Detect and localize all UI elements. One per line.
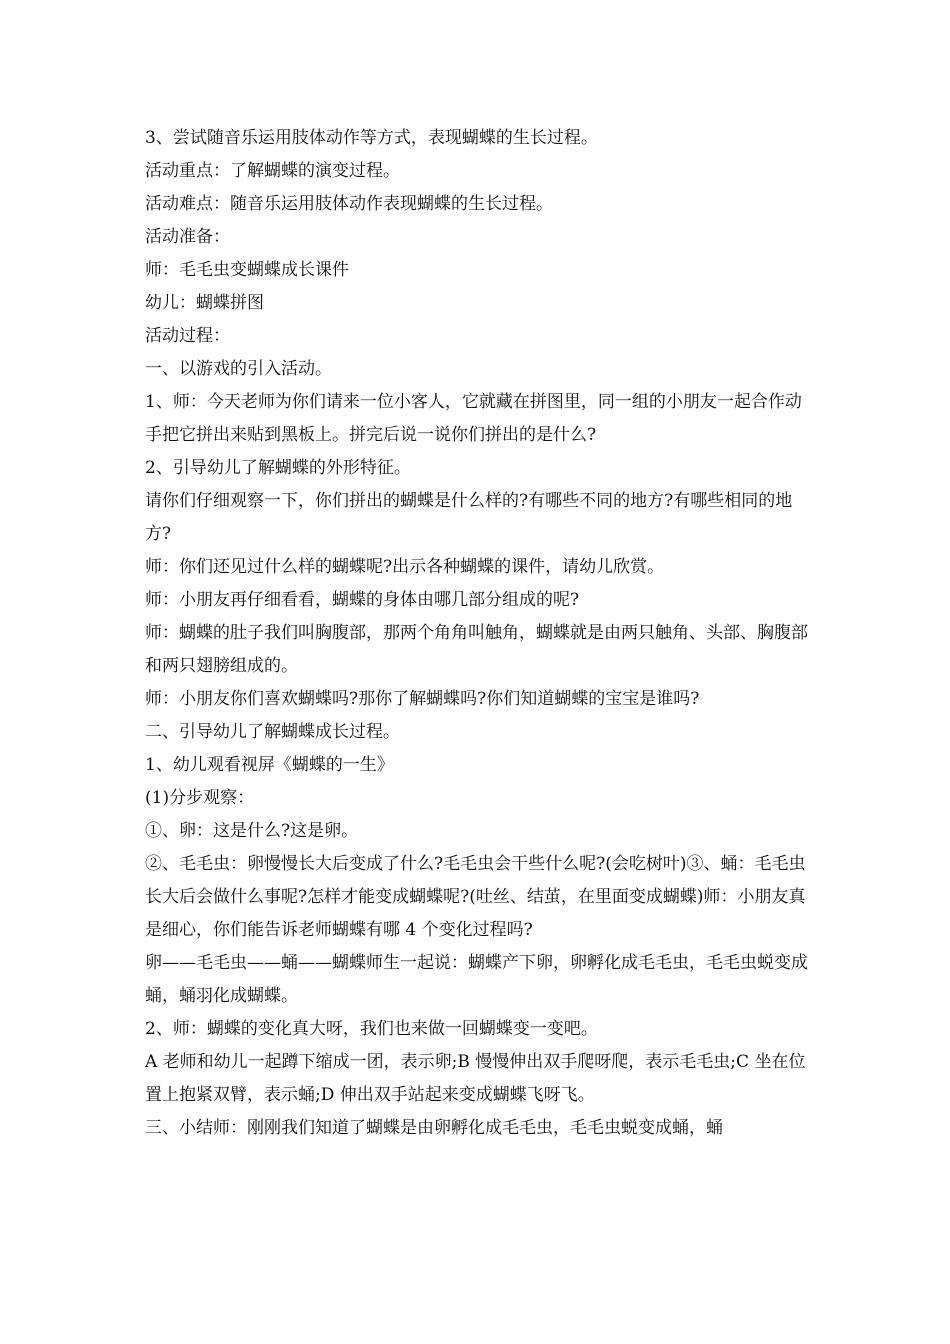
section-heading: 一、以游戏的引入活动。 (145, 359, 332, 379)
paragraph: 师：小朋友再仔细看看，蝴蝶的身体由哪几部分组成的呢? (145, 590, 580, 610)
paragraph: 活动过程： (145, 326, 230, 346)
paragraph: ①、卵：这是什么?这是卵。 (145, 821, 359, 841)
paragraph: 1、幼儿观看视屏《蝴蝶的一生》 (145, 755, 394, 775)
paragraph: 师：蝴蝶的肚子我们叫胸腹部，那两个角角叫触角，蝴蝶就是由两只触角、头部、胸腹部和两只翅膀组成的。 (145, 623, 808, 676)
paragraph: 活动难点：随音乐运用肢体动作表现蝴蝶的生长过程。 (145, 194, 553, 214)
paragraph: 3、尝试随音乐运用肢体动作等方式，表现蝴蝶的生长过程。 (145, 128, 598, 148)
paragraph: 活动准备： (145, 227, 230, 247)
paragraph: 卵——毛毛虫——蛹——蝴蝶师生一起说：蝴蝶产下卵，卵孵化成毛毛虫，毛毛虫蜕变成蛹，蛹羽化成蝴蝶。 (145, 953, 808, 1006)
document-body (145, 122, 810, 1145)
paragraph: 师：小朋友你们喜欢蝴蝶吗?那你了解蝴蝶吗?你们知道蝴蝶的宝宝是谁吗? (145, 689, 700, 709)
paragraph: 师：毛毛虫变蝴蝶成长课件 (145, 260, 349, 280)
paragraph: 幼儿：蝴蝶拼图 (145, 293, 264, 313)
paragraph: (1)分步观察： (145, 788, 255, 808)
paragraph: 师：你们还见过什么样的蝴蝶呢?出示各种蝴蝶的课件，请幼儿欣赏。 (145, 557, 665, 577)
paragraph: A 老师和幼儿一起蹲下缩成一团，表示卵;B 慢慢伸出双手爬呀爬，表示毛毛虫;C 坐在位置上抱紧双臂，表示蛹;D 伸出双手站起来变成蝴蝶飞呀飞。 (145, 1052, 806, 1105)
paragraph: ②、毛毛虫：卵慢慢长大后变成了什么?毛毛虫会干些什么呢?(会吃树叶)③、蛹：毛毛虫长大后会做什么事呢?怎样才能变成蝴蝶呢?(吐丝、结茧，在里面变成蝴蝶)师：小朋友真是细心，你们能告诉老师蝴蝶有哪 4 个变化过程吗? (145, 854, 806, 940)
paragraph: 活动重点：了解蝴蝶的演变过程。 (145, 161, 400, 181)
paragraph: 请你们仔细观察一下，你们拼出的蝴蝶是什么样的?有哪些不同的地方?有哪些相同的地方? (145, 491, 793, 544)
paragraph: 2、引导幼儿了解蝴蝶的外形特征。 (145, 458, 411, 478)
section-heading: 二、引导幼儿了解蝴蝶成长过程。 (145, 722, 400, 742)
section-heading: 三、小结师：刚刚我们知道了蝴蝶是由卵孵化成毛毛虫，毛毛虫蜕变成蛹，蛹 (145, 1118, 723, 1138)
paragraph: 2、师：蝴蝶的变化真大呀，我们也来做一回蝴蝶变一变吧。 (145, 1019, 598, 1039)
paragraph: 1、师：今天老师为你们请来一位小客人，它就藏在拼图里，同一组的小朋友一起合作动手把它拼出来贴到黑板上。拼完后说一说你们拼出的是什么? (145, 392, 802, 445)
